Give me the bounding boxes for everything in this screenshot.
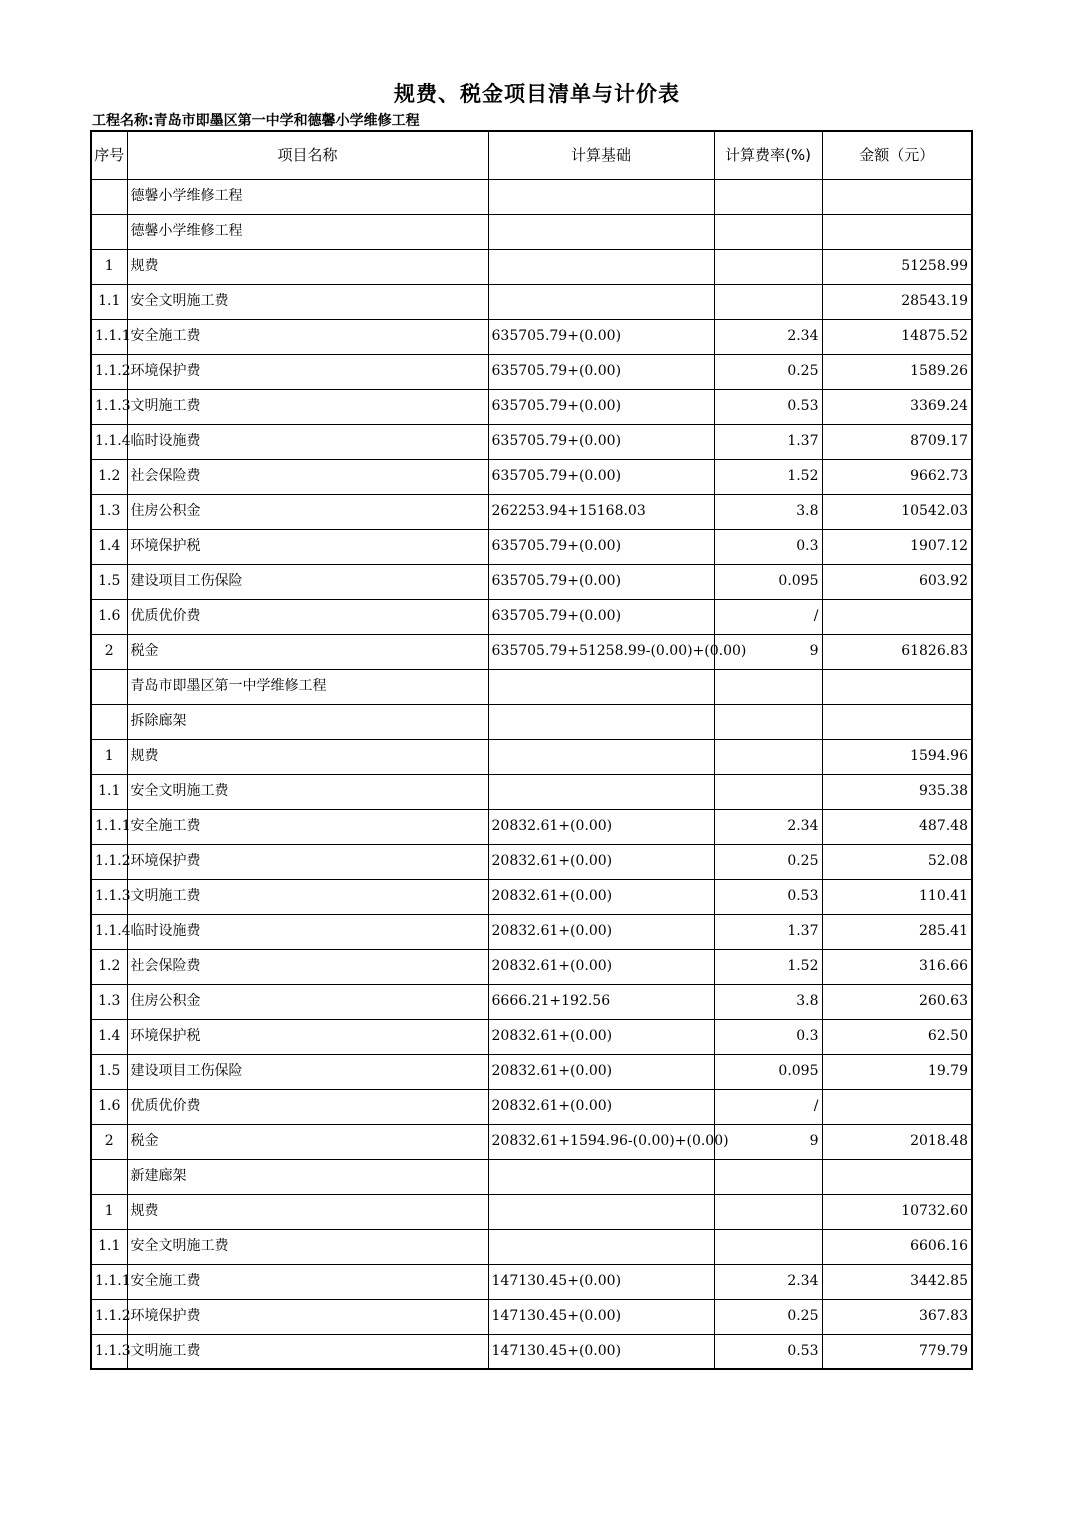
- cell-seq: 1.3: [91, 984, 127, 1019]
- cell-amount: [822, 1159, 972, 1194]
- cell-rate: /: [714, 599, 822, 634]
- header-rate: 计算费率(%): [714, 131, 822, 179]
- cell-basis: 635705.79+(0.00): [488, 564, 714, 599]
- cell-seq: 1.1.3: [91, 1334, 127, 1369]
- table-row: [91, 1194, 972, 1229]
- cell-basis: [488, 774, 714, 809]
- table-row: [91, 844, 972, 879]
- cell-basis: 635705.79+51258.99-(0.00)+(0.00): [488, 634, 714, 669]
- cell-rate: 0.095: [714, 1054, 822, 1089]
- cell-basis: 147130.45+(0.00): [488, 1334, 714, 1369]
- cell-rate: 0.25: [714, 844, 822, 879]
- cell-seq: 1: [91, 1194, 127, 1229]
- cell-rate: 0.53: [714, 879, 822, 914]
- cell-rate: 2.34: [714, 319, 822, 354]
- cell-amount: 9662.73: [822, 459, 972, 494]
- cell-basis: 20832.61+1594.96-(0.00)+(0.00): [488, 1124, 714, 1159]
- cell-seq: 1.5: [91, 564, 127, 599]
- cell-rate: [714, 284, 822, 319]
- cell-rate: 1.52: [714, 459, 822, 494]
- cell-amount: 3369.24: [822, 389, 972, 424]
- cell-name: 安全施工费: [127, 1264, 488, 1299]
- cell-basis: [488, 739, 714, 774]
- cell-basis: 20832.61+(0.00): [488, 914, 714, 949]
- cell-name: 税金: [127, 634, 488, 669]
- cell-name: 环境保护税: [127, 529, 488, 564]
- page-title: 规费、税金项目清单与计价表: [394, 82, 680, 106]
- cell-amount: 52.08: [822, 844, 972, 879]
- cell-seq: 1.1.2: [91, 1299, 127, 1334]
- cell-name: 德馨小学维修工程: [127, 179, 488, 214]
- cell-basis: [488, 179, 714, 214]
- cell-amount: 316.66: [822, 949, 972, 984]
- cell-name: 优质优价费: [127, 1089, 488, 1124]
- cell-seq: 1.1.3: [91, 389, 127, 424]
- project-name-line: 工程名称:青岛市即墨区第一中学和德馨小学维修工程: [92, 113, 420, 129]
- cell-rate: 2.34: [714, 1264, 822, 1299]
- cell-basis: 635705.79+(0.00): [488, 529, 714, 564]
- cell-amount: 2018.48: [822, 1124, 972, 1159]
- cell-seq: 1.1.1: [91, 319, 127, 354]
- cell-basis: 635705.79+(0.00): [488, 389, 714, 424]
- cell-basis: 635705.79+(0.00): [488, 459, 714, 494]
- table-row: [91, 599, 972, 634]
- cell-amount: 10542.03: [822, 494, 972, 529]
- cell-name: 社会保险费: [127, 949, 488, 984]
- cell-name: 规费: [127, 1194, 488, 1229]
- table-row: [91, 494, 972, 529]
- cell-seq: 1.2: [91, 459, 127, 494]
- cell-name: 青岛市即墨区第一中学维修工程: [127, 669, 488, 704]
- cell-amount: [822, 214, 972, 249]
- table-row: [91, 1159, 972, 1194]
- cell-seq: 1.1.2: [91, 844, 127, 879]
- table-row: [91, 1124, 972, 1159]
- cell-rate: [714, 669, 822, 704]
- cell-seq: 1.3: [91, 494, 127, 529]
- table-row: [91, 739, 972, 774]
- cell-amount: 14875.52: [822, 319, 972, 354]
- cell-basis: [488, 669, 714, 704]
- table-body: [91, 179, 972, 1369]
- table-row: [91, 319, 972, 354]
- cell-basis: 20832.61+(0.00): [488, 844, 714, 879]
- table-row: [91, 1019, 972, 1054]
- table-row: [91, 389, 972, 424]
- table-row: [91, 179, 972, 214]
- cell-amount: [822, 179, 972, 214]
- cell-rate: 0.3: [714, 1019, 822, 1054]
- table-row: [91, 634, 972, 669]
- cell-seq: 1.4: [91, 1019, 127, 1054]
- cell-basis: 635705.79+(0.00): [488, 424, 714, 459]
- cell-seq: 1: [91, 249, 127, 284]
- cell-rate: [714, 179, 822, 214]
- table-row: [91, 1334, 972, 1369]
- cell-rate: [714, 1159, 822, 1194]
- cell-rate: 0.25: [714, 354, 822, 389]
- cell-basis: 20832.61+(0.00): [488, 949, 714, 984]
- cell-basis: 20832.61+(0.00): [488, 879, 714, 914]
- cell-seq: 1.1.2: [91, 354, 127, 389]
- cell-rate: [714, 1229, 822, 1264]
- cell-name: 税金: [127, 1124, 488, 1159]
- cell-name: 建设项目工伤保险: [127, 1054, 488, 1089]
- cell-rate: [714, 739, 822, 774]
- cell-rate: 0.3: [714, 529, 822, 564]
- cell-name: 住房公积金: [127, 984, 488, 1019]
- cell-rate: 3.8: [714, 494, 822, 529]
- cell-name: 环境保护费: [127, 354, 488, 389]
- cell-rate: 1.37: [714, 424, 822, 459]
- header-name: 项目名称: [127, 131, 488, 179]
- cell-seq: 1.1: [91, 774, 127, 809]
- cell-seq: [91, 179, 127, 214]
- cell-seq: 1.6: [91, 1089, 127, 1124]
- table-row: [91, 914, 972, 949]
- cell-name: 德馨小学维修工程: [127, 214, 488, 249]
- cell-seq: 1.2: [91, 949, 127, 984]
- cell-name: 环境保护税: [127, 1019, 488, 1054]
- cell-basis: 635705.79+(0.00): [488, 354, 714, 389]
- cell-amount: 285.41: [822, 914, 972, 949]
- cell-rate: 2.34: [714, 809, 822, 844]
- cell-rate: 3.8: [714, 984, 822, 1019]
- cell-amount: 61826.83: [822, 634, 972, 669]
- cell-rate: 1.37: [714, 914, 822, 949]
- table-row: [91, 529, 972, 564]
- table-row: [91, 879, 972, 914]
- cell-amount: 110.41: [822, 879, 972, 914]
- cell-basis: [488, 249, 714, 284]
- cell-name: 社会保险费: [127, 459, 488, 494]
- cell-amount: 1907.12: [822, 529, 972, 564]
- cell-amount: 935.38: [822, 774, 972, 809]
- cell-name: 环境保护费: [127, 844, 488, 879]
- cell-name: 建设项目工伤保险: [127, 564, 488, 599]
- cell-seq: 1.1.4: [91, 424, 127, 459]
- cell-basis: 147130.45+(0.00): [488, 1299, 714, 1334]
- table-row: [91, 949, 972, 984]
- cell-basis: 20832.61+(0.00): [488, 1019, 714, 1054]
- cell-name: 临时设施费: [127, 424, 488, 459]
- cell-name: 拆除廊架: [127, 704, 488, 739]
- header-amount: 金额（元）: [822, 131, 972, 179]
- cell-amount: 260.63: [822, 984, 972, 1019]
- table-row: [91, 354, 972, 389]
- cell-amount: 1594.96: [822, 739, 972, 774]
- cell-rate: 0.53: [714, 389, 822, 424]
- table-row: [91, 284, 972, 319]
- cell-basis: [488, 214, 714, 249]
- cell-seq: 1.1.1: [91, 809, 127, 844]
- cell-name: 安全文明施工费: [127, 284, 488, 319]
- cell-amount: 10732.60: [822, 1194, 972, 1229]
- cell-name: 文明施工费: [127, 389, 488, 424]
- table-header-row: [91, 131, 972, 179]
- cell-name: 新建廊架: [127, 1159, 488, 1194]
- cell-seq: [91, 704, 127, 739]
- cell-name: 住房公积金: [127, 494, 488, 529]
- table-row: [91, 1264, 972, 1299]
- cell-seq: 1.4: [91, 529, 127, 564]
- cell-amount: 367.83: [822, 1299, 972, 1334]
- cell-rate: 9: [714, 634, 822, 669]
- cell-rate: [714, 1194, 822, 1229]
- cell-rate: [714, 704, 822, 739]
- cell-amount: 603.92: [822, 564, 972, 599]
- cell-seq: [91, 669, 127, 704]
- cell-amount: [822, 1089, 972, 1124]
- cell-rate: 1.52: [714, 949, 822, 984]
- cell-seq: 1.1.3: [91, 879, 127, 914]
- cell-amount: 19.79: [822, 1054, 972, 1089]
- cell-amount: [822, 669, 972, 704]
- cell-name: 安全施工费: [127, 809, 488, 844]
- cell-amount: [822, 599, 972, 634]
- table-row: [91, 1089, 972, 1124]
- cell-name: 临时设施费: [127, 914, 488, 949]
- table-row: [91, 564, 972, 599]
- cell-amount: [822, 704, 972, 739]
- cell-seq: 2: [91, 1124, 127, 1159]
- cell-basis: 635705.79+(0.00): [488, 599, 714, 634]
- cell-rate: 0.095: [714, 564, 822, 599]
- table-row: [91, 809, 972, 844]
- header-basis: 计算基础: [488, 131, 714, 179]
- cell-basis: 20832.61+(0.00): [488, 1054, 714, 1089]
- cell-seq: 1.1.1: [91, 1264, 127, 1299]
- cell-basis: [488, 284, 714, 319]
- table-row: [91, 424, 972, 459]
- cell-name: 规费: [127, 739, 488, 774]
- table-row: [91, 1054, 972, 1089]
- cell-amount: 487.48: [822, 809, 972, 844]
- cell-basis: 6666.21+192.56: [488, 984, 714, 1019]
- cell-basis: [488, 1159, 714, 1194]
- cell-name: 优质优价费: [127, 599, 488, 634]
- cell-name: 安全文明施工费: [127, 1229, 488, 1264]
- cell-rate: [714, 249, 822, 284]
- cell-name: 环境保护费: [127, 1299, 488, 1334]
- cell-rate: 0.25: [714, 1299, 822, 1334]
- cell-amount: 3442.85: [822, 1264, 972, 1299]
- cell-amount: 1589.26: [822, 354, 972, 389]
- cell-seq: 2: [91, 634, 127, 669]
- table-row: [91, 214, 972, 249]
- cell-basis: [488, 704, 714, 739]
- cell-rate: 9: [714, 1124, 822, 1159]
- table-row: [91, 984, 972, 1019]
- cell-amount: 28543.19: [822, 284, 972, 319]
- table-row: [91, 249, 972, 284]
- cell-seq: [91, 214, 127, 249]
- table-row: [91, 774, 972, 809]
- cell-amount: 8709.17: [822, 424, 972, 459]
- cell-name: 安全施工费: [127, 319, 488, 354]
- cell-seq: 1.6: [91, 599, 127, 634]
- cell-basis: 262253.94+15168.03: [488, 494, 714, 529]
- cell-seq: [91, 1159, 127, 1194]
- cell-basis: 635705.79+(0.00): [488, 319, 714, 354]
- cell-name: 文明施工费: [127, 879, 488, 914]
- cell-seq: 1.1: [91, 1229, 127, 1264]
- table-row: [91, 1299, 972, 1334]
- cell-rate: /: [714, 1089, 822, 1124]
- table-row: [91, 459, 972, 494]
- cell-amount: 6606.16: [822, 1229, 972, 1264]
- cell-amount: 779.79: [822, 1334, 972, 1369]
- table-row: [91, 704, 972, 739]
- cell-seq: 1.5: [91, 1054, 127, 1089]
- cell-rate: 0.53: [714, 1334, 822, 1369]
- fee-tax-table: [90, 130, 973, 1370]
- cell-basis: [488, 1229, 714, 1264]
- table-row: [91, 669, 972, 704]
- cell-name: 文明施工费: [127, 1334, 488, 1369]
- cell-rate: [714, 774, 822, 809]
- cell-seq: 1.1.4: [91, 914, 127, 949]
- cell-rate: [714, 214, 822, 249]
- cell-seq: 1: [91, 739, 127, 774]
- cell-seq: 1.1: [91, 284, 127, 319]
- cell-basis: 20832.61+(0.00): [488, 1089, 714, 1124]
- table-row: [91, 1229, 972, 1264]
- cell-basis: [488, 1194, 714, 1229]
- cell-name: 规费: [127, 249, 488, 284]
- cell-name: 安全文明施工费: [127, 774, 488, 809]
- cell-basis: 20832.61+(0.00): [488, 809, 714, 844]
- header-seq: 序号: [91, 131, 127, 179]
- cell-basis: 147130.45+(0.00): [488, 1264, 714, 1299]
- cell-amount: 51258.99: [822, 249, 972, 284]
- cell-amount: 62.50: [822, 1019, 972, 1054]
